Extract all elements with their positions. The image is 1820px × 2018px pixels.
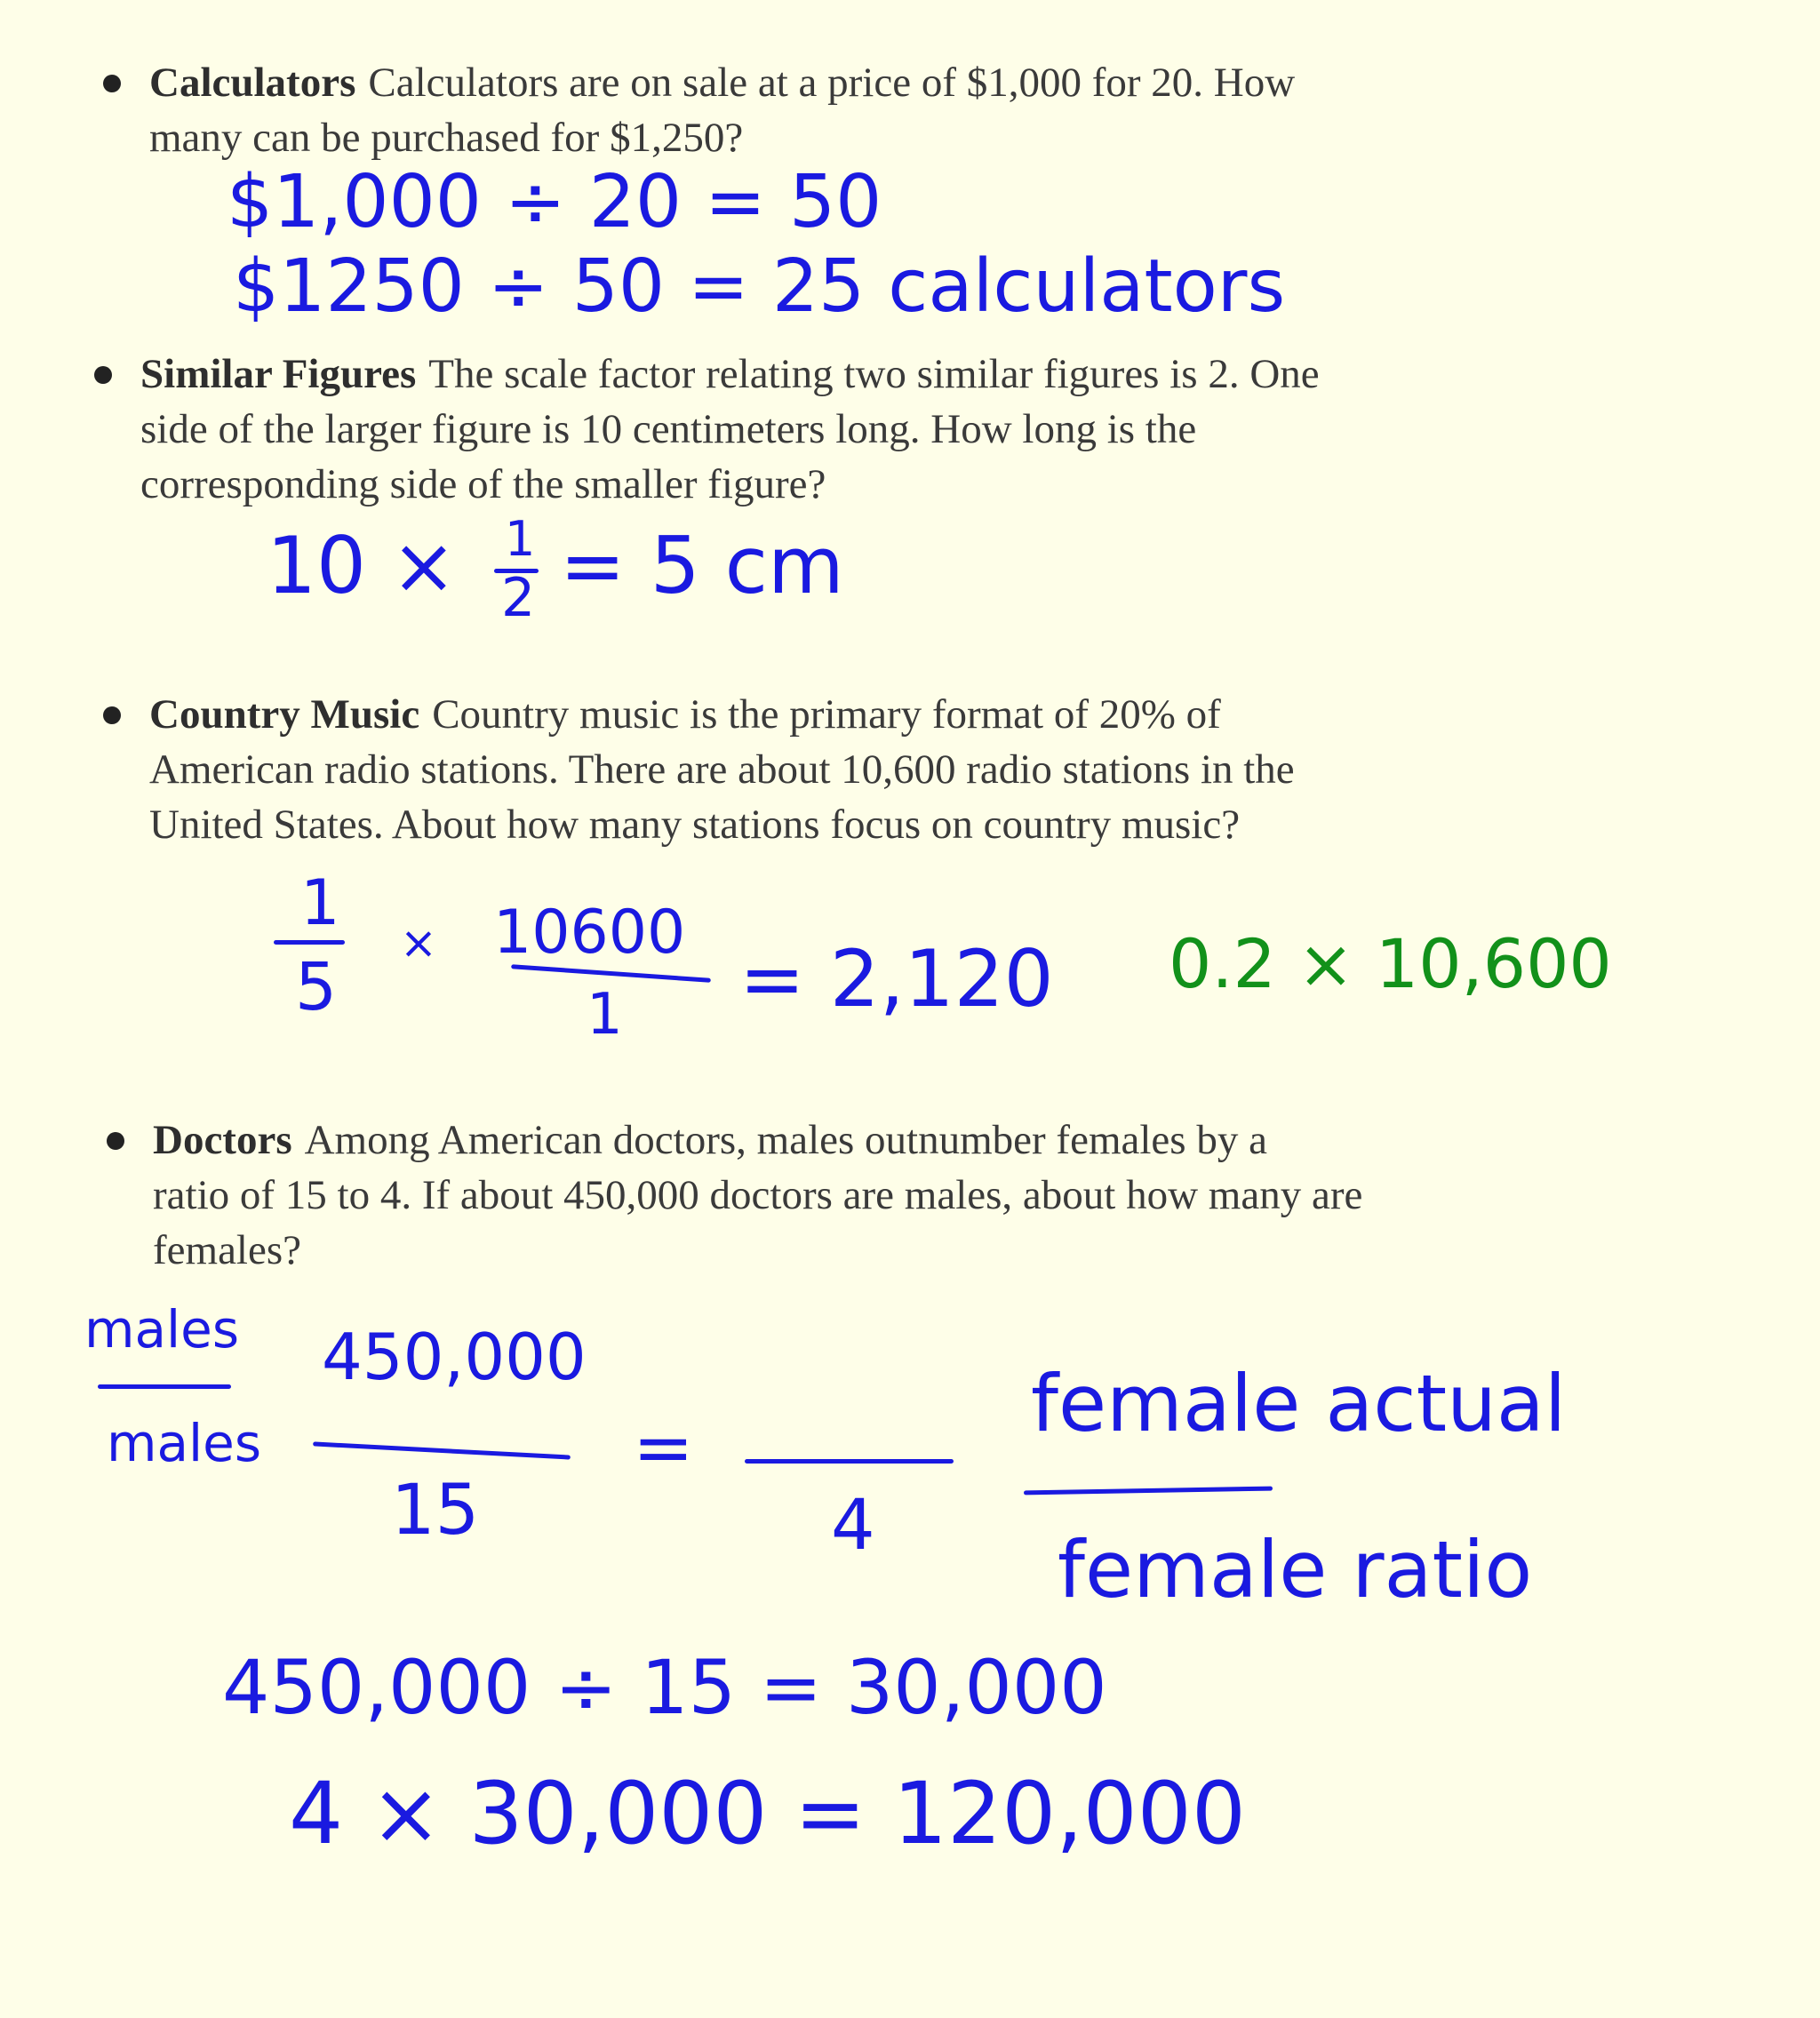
problem-doctors [153,1113,1362,1278]
problem-text: United States. About how many stations focus on country music? [149,802,1241,848]
handwriting-doctors-label-den: males [107,1413,262,1473]
fraction-bar [745,1459,954,1464]
problem-line [149,687,1295,742]
problem-line [140,347,1320,402]
handwriting-similar-expr: 10 × [267,520,457,611]
problem-text: Calculators are on sale at a price of $1,000 for 20. How [368,60,1296,106]
fraction-bar [313,1441,571,1459]
bullet-icon [103,706,121,724]
handwriting-calc-line1: $1,000 ÷ 20 = 50 [227,160,882,244]
problem-calculators [149,55,1295,165]
fraction-bar [274,940,345,945]
problem-text: side of the larger figure is 10 centimeters long. How long is the [140,406,1197,452]
problem-text: American radio stations. There are about 10,600 radio stations in the [149,746,1295,793]
handwriting-country-den2: 1 [587,982,623,1048]
problem-title: Country Music [149,691,420,738]
problem-line [153,1113,1362,1168]
handwriting-doctors-right-num: female actual [1031,1358,1567,1449]
fraction-bar [98,1384,231,1389]
problem-text: females? [153,1227,302,1273]
handwriting-country-times: × [400,917,437,969]
problem-text: corresponding side of the smaller figure? [140,461,826,507]
handwriting-similar-den: 2 [501,567,536,629]
fraction-bar [1024,1487,1273,1496]
handwriting-country-num2: 10600 [493,897,686,968]
bullet-icon [103,75,121,92]
problem-country-music [149,687,1295,852]
handwriting-doctors-right-den: female ratio [1058,1524,1533,1615]
problem-text: ratio of 15 to 4. If about 450,000 doctors are males, about how many are [153,1172,1363,1218]
handwriting-doctors-num: 450,000 [322,1320,587,1394]
problem-title: Doctors [153,1117,292,1163]
handwriting-similar-result: = 5 cm [560,520,844,611]
handwriting-doctors-den: 15 [391,1471,480,1551]
handwriting-doctors-equals: = [633,1406,694,1490]
problem-title: Similar Figures [140,351,417,397]
handwriting-doctors-step1: 450,000 ÷ 15 = 30,000 [222,1644,1107,1731]
handwriting-country-num1: 1 [300,866,340,939]
problem-text: Among American doctors, males outnumber females by a [304,1117,1267,1163]
handwriting-country-result: = 2,120 [739,933,1054,1025]
problem-text: The scale factor relating two similar figures is 2. One [428,351,1320,397]
handwriting-country-den1: 5 [295,949,338,1025]
problem-line [149,55,1295,110]
problem-text: Country music is the primary format of 20% of [432,691,1221,738]
handwriting-doctors-blank-den: 4 [831,1486,875,1566]
problem-similar-figures [140,347,1320,512]
problem-text: many can be purchased for $1,250? [149,115,744,161]
problem-title: Calculators [149,60,356,106]
handwriting-calc-line2: $1250 ÷ 50 = 25 calculators [233,244,1286,329]
bullet-icon [94,366,112,384]
handwriting-doctors-step2: 4 × 30,000 = 120,000 [289,1764,1246,1863]
handwriting-country-alt: 0.2 × 10,600 [1169,924,1612,1003]
handwriting-similar-num: 1 [505,511,536,567]
handwriting-doctors-label-num: males [84,1299,240,1360]
bullet-icon [107,1132,124,1150]
